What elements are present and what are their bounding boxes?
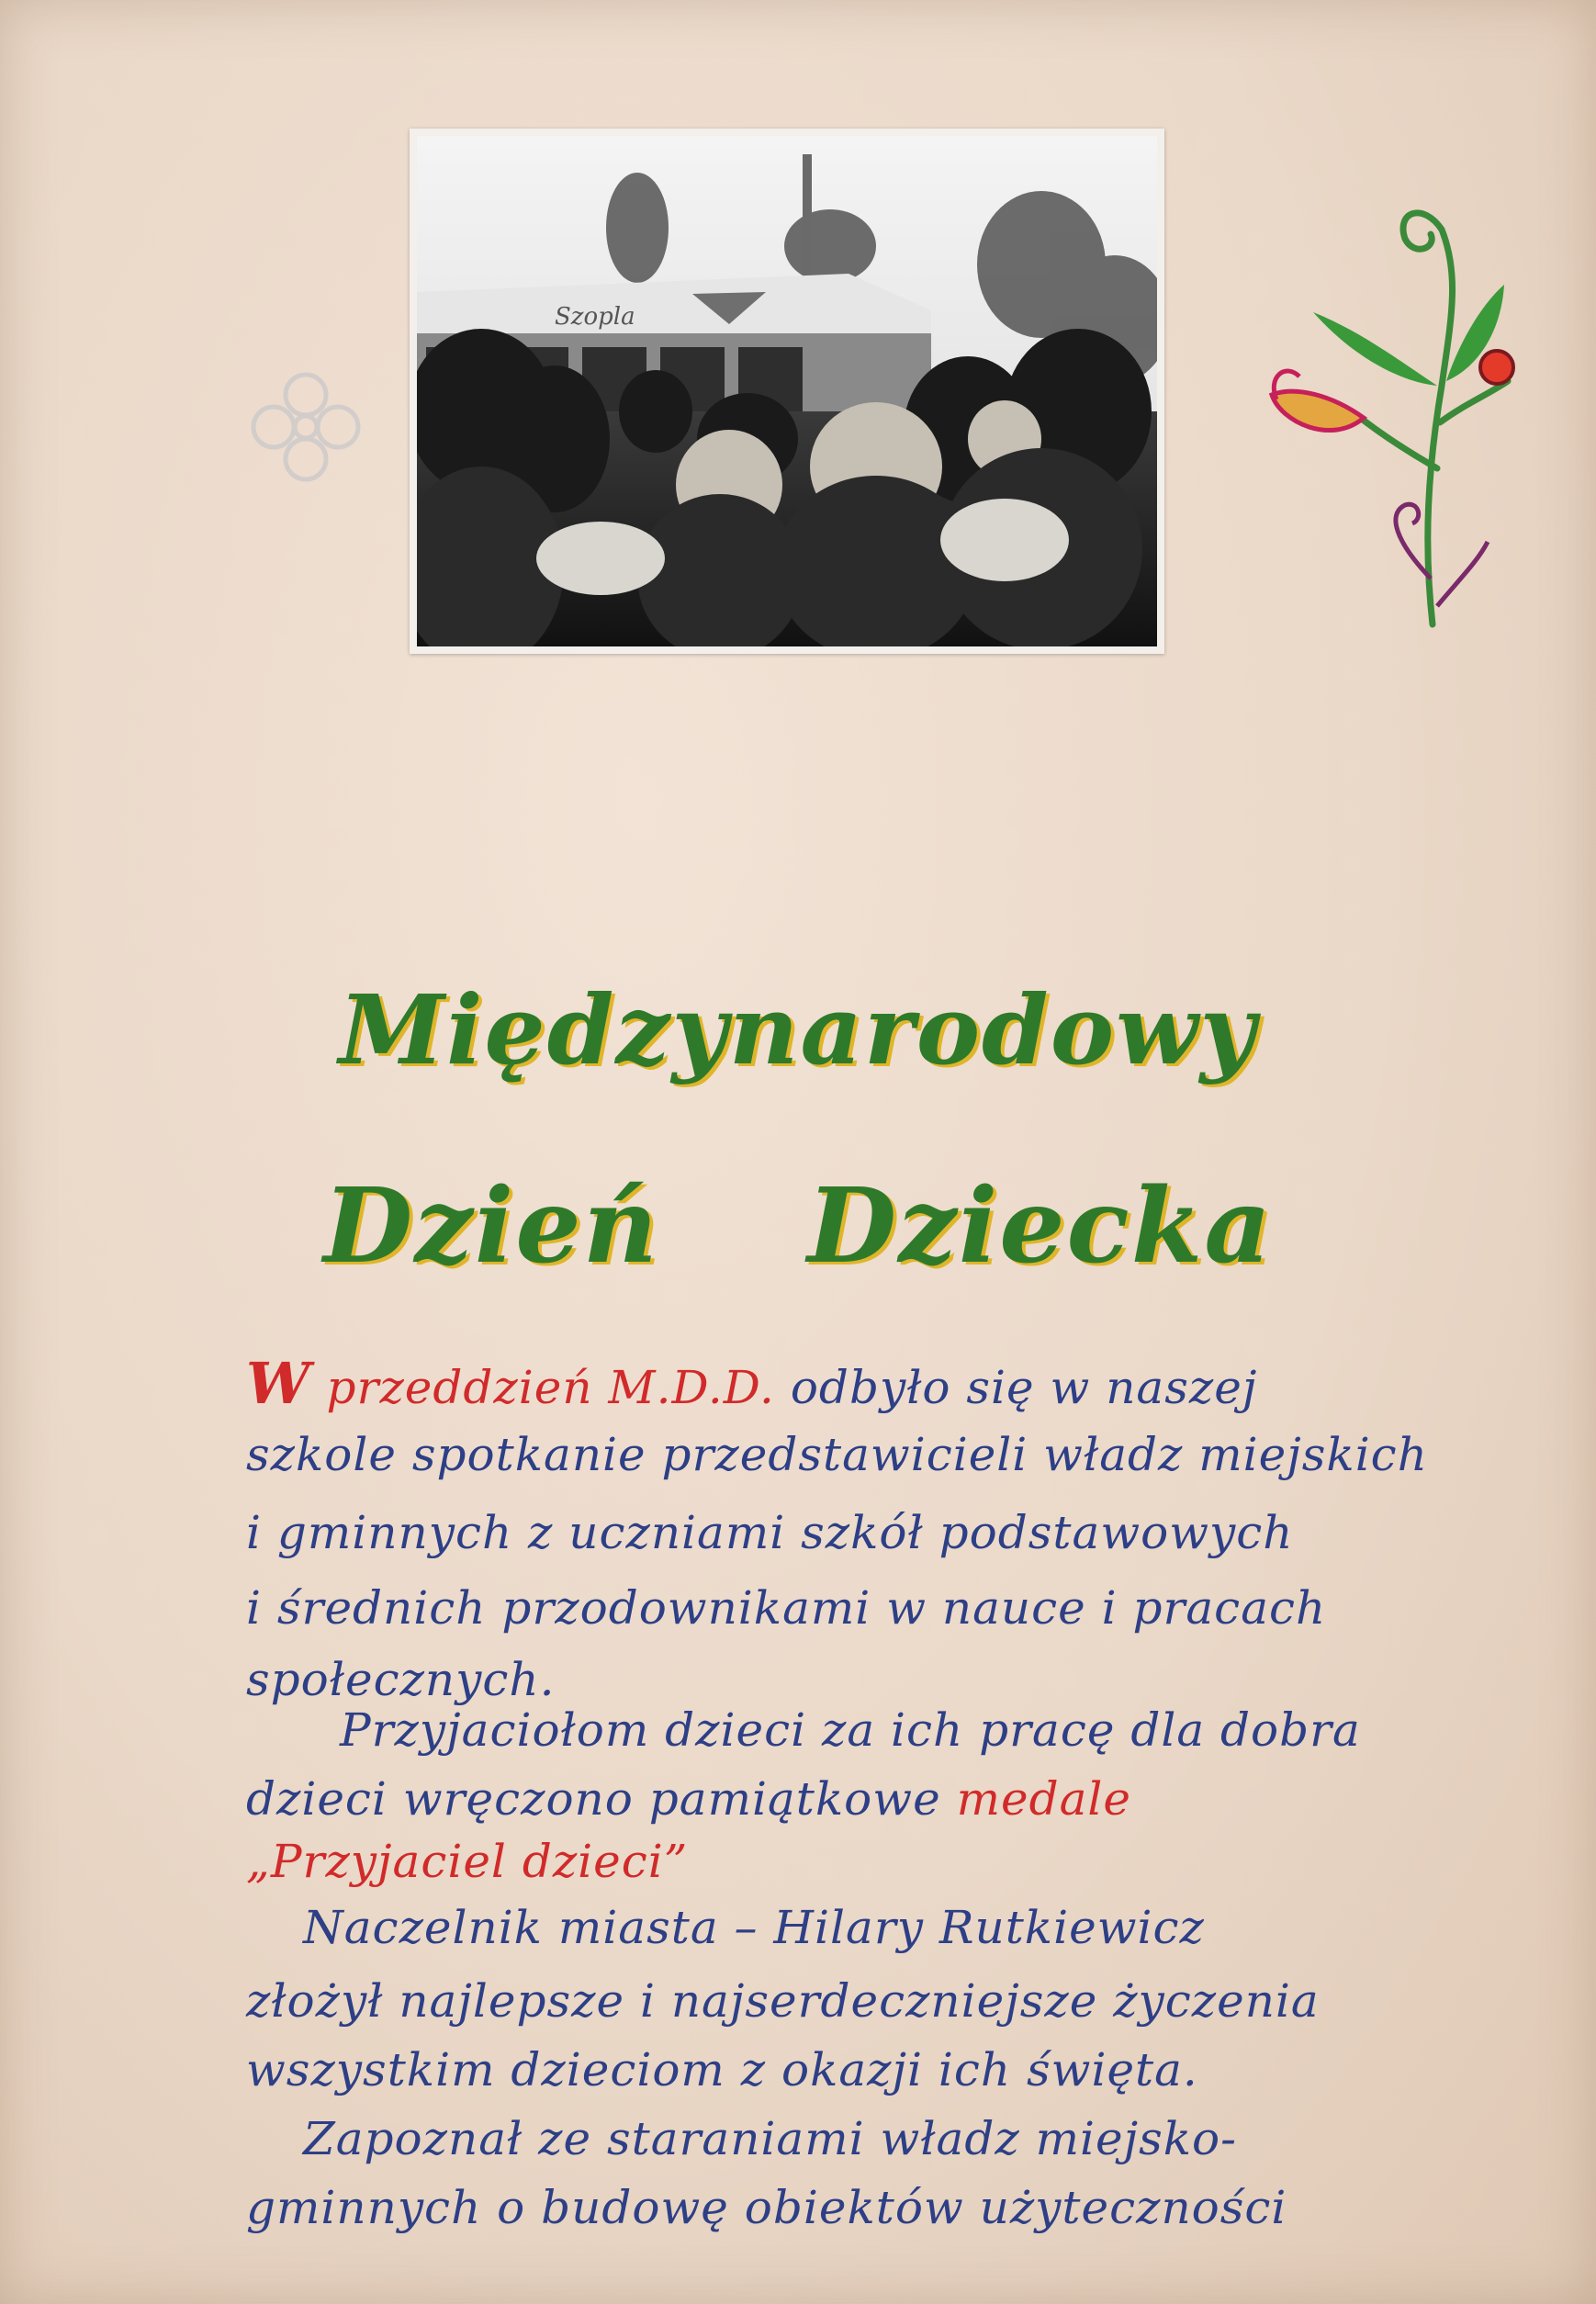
text-line-3: i gminnych z uczniami szkół podstawowych (246, 1506, 1294, 1559)
medale-highlight: medale (956, 1772, 1131, 1826)
text-line-1 (246, 1350, 1550, 1417)
text-line-8: „Przyjaciel dzieci” (246, 1835, 689, 1888)
intro-letter: W (246, 1350, 311, 1417)
intro-red-text: przeddzień M.D.D. (326, 1361, 775, 1414)
line-1-rest: odbyło się w naszej (790, 1361, 1258, 1414)
text-line-4: i średnich przodownikami w nauce i pracach (246, 1581, 1327, 1635)
text-line-2: szkole spotkanie przedstawicieli władz miejskich (246, 1428, 1428, 1481)
title-line-1: Międzynarodowy (338, 973, 1258, 1086)
flower-ornament-icon (1267, 193, 1515, 652)
photo-mount (410, 129, 1164, 654)
text-line-7 (246, 1772, 1550, 1826)
text-line-10: złożył najlepsze i najserdeczniejsze życzenia (246, 1974, 1320, 2028)
text-line-9: Naczelnik miasta – Hilary Rutkiewicz (303, 1901, 1205, 1954)
text-line-6: Przyjaciołom dzieci za ich pracę dla dobra (340, 1703, 1361, 1757)
ghost-flower-icon (237, 358, 375, 496)
shop-sign: Szopla (555, 303, 635, 331)
text-line-13: gminnych o budowę obiektów użyteczności (246, 2181, 1287, 2234)
line-7-start: dzieci wręczono pamiątkowe (246, 1772, 941, 1826)
photo-scene (417, 136, 1157, 646)
title-line-2: Dzień Dziecka (323, 1166, 1273, 1287)
text-line-12: Zapoznał ze staraniami władz miejsko- (303, 2112, 1238, 2165)
photograph (417, 136, 1157, 646)
text-line-5: społecznych. (246, 1653, 556, 1706)
text-line-11: wszystkim dzieciom z okazji ich święta. (246, 2043, 1198, 2096)
